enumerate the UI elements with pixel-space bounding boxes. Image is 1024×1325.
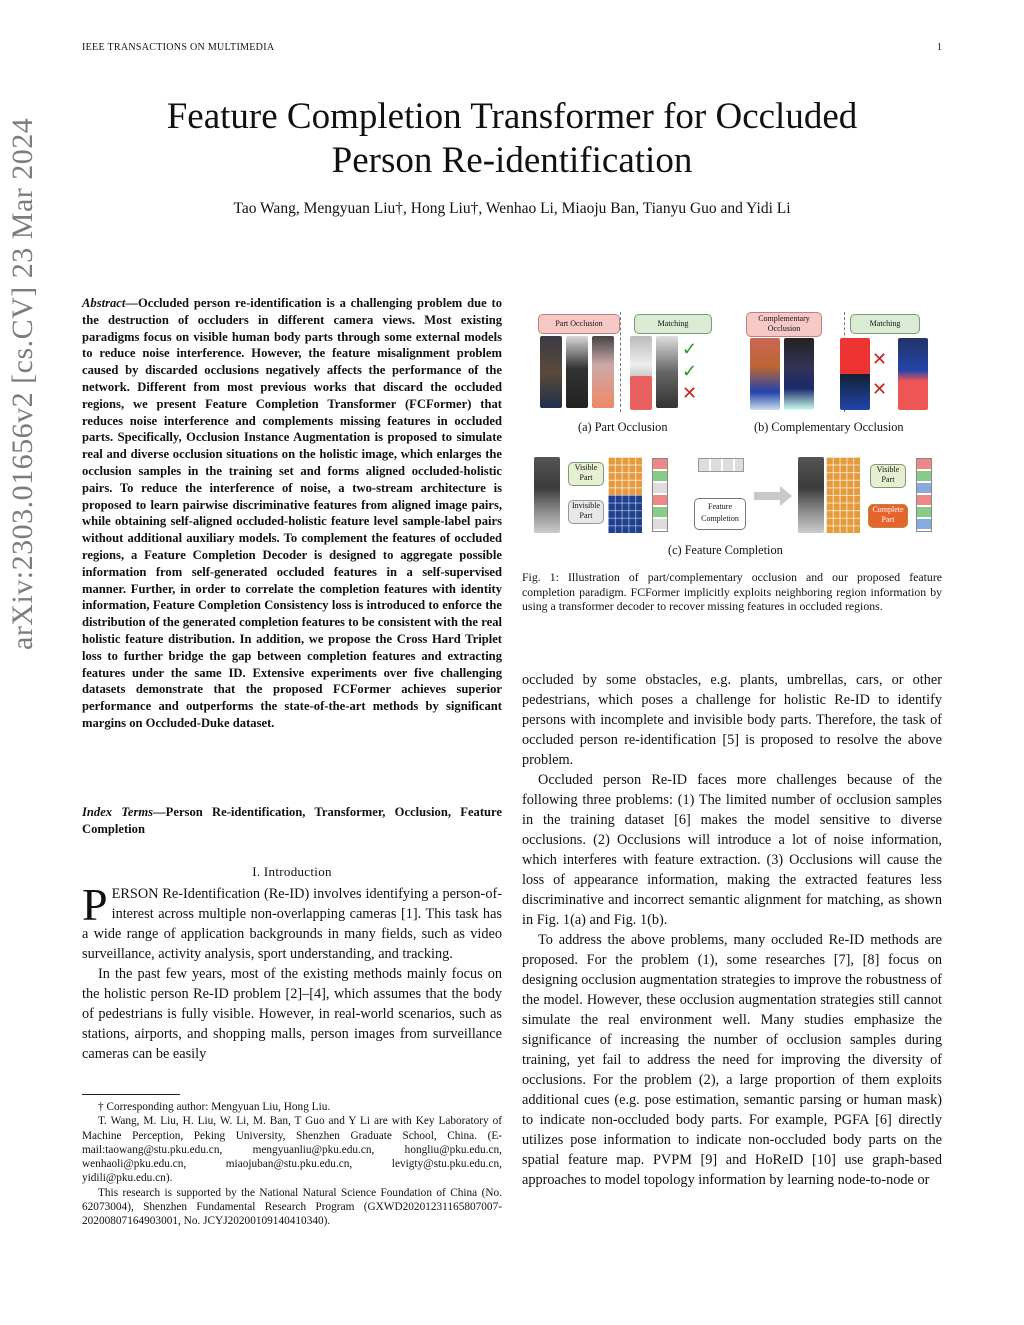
figure-caption: Fig. 1: Illustration of part/complementary occlusion and our proposed feature completion paradigm. FCFormer implicitly exploits neighboring region information by using a transformer decoder to recover missing features in occluded regions. (522, 570, 942, 614)
right-paragraph-1: occluded by some obstacles, e.g. plants, umbrellas, cars, or other pedestrians, which poses a challenge for holistic Re-ID to identify persons with incomplete and invisible body parts. Therefore, the task of occluded person re-identification [5] is proposed to resolve the above problem. (522, 672, 942, 768)
query-tokens (698, 458, 744, 472)
subcaption-c: (c) Feature Completion (668, 543, 783, 557)
intro-paragraph-1: ERSON Re-Identification (Re-ID) involves identifying a person-of-interest across multiple non-overlapping cameras [1]. This task has a wide range of application backgrounds in many fields, such as video surveillance, activity analysis, sport understanding, and tracking. (82, 886, 502, 962)
person-image (566, 336, 588, 408)
person-image (798, 457, 824, 533)
complementary-occlusion-label: Complementary Occlusion (746, 312, 822, 337)
complete-part-label: Complete Part (868, 504, 908, 528)
feature-grid-complete-top (826, 457, 860, 495)
visible-part-label-2: Visible Part (870, 464, 906, 488)
index-terms (82, 804, 502, 838)
right-paragraph-2: Occluded person Re-ID faces more challenges because of the following three problems: (1) The limited number of occlusion samples in the training dataset [6] makes the model sensitive to diverse occlusions. (2) Occlusions will introduce a lot of noise information, which interferes with feature extraction. (3) Occlusions will cause the loss of appearance information, making the extracted features less discriminative and incorrect semantic alignment for matching, as shown in Fig. 1(a) and Fig. 1(b). (522, 772, 942, 928)
cross-icon: ✕ ✕ (872, 349, 888, 399)
title-line-1: Feature Completion Transformer for Occluded (166, 96, 858, 137)
section-title: I. Introduction (252, 864, 332, 879)
feature-grid-visible (608, 457, 642, 495)
completed-tokens (916, 458, 932, 532)
feature-grid-complete-bottom (826, 495, 860, 533)
divider-a (620, 312, 621, 412)
occlusion-patch (630, 376, 652, 410)
journal-header: IEEE TRANSACTIONS ON MULTIMEDIA (82, 42, 275, 53)
visible-part-label: Visible Part (568, 462, 604, 486)
right-paragraph-3: To address the above problems, many occluded Re-ID methods are proposed. For the problem (1), some researches [7], [8] focus on designing occlusion augmentation strategies to improve the robustness of the model. However, these occlusion augmentation strategies still cannot simulate the real environment well. Many studies emphasize the significance of increasing the number of occlusion samples during training, yet fail to address the need for improving the diversity of occlusions. For the problem (2), a large proportion of them exploits additional cues (e.g. pose estimation, semantic parsing or human mask) to indicate non-occluded body parts. For example, PGFA [6] directly utilizes pose information to indicate non-occluded body parts on the spatial feature map. PVPM [9] and HoReID [10] use graph-based approaches to model topology information by learning node-to-node or (522, 932, 942, 1188)
figure-1 (522, 300, 942, 565)
person-image (540, 336, 562, 408)
intro-text (82, 879, 502, 1064)
subcaption-a: (a) Part Occlusion (578, 420, 668, 434)
dropcap: P (82, 879, 108, 930)
intro-paragraph-2: In the past few years, most of the existing methods mainly focus on the holistic person Re-ID problem [2]–[4], which assumes that the body of pedestrians is fully visible. However, in real-world scenarios, such as stations, airports, and shopping malls, person images from surveillance cameras can be easily (82, 966, 502, 1062)
abstract (82, 295, 502, 732)
matching-label-b: Matching (850, 314, 920, 334)
right-column-text (522, 670, 942, 1190)
person-image (534, 457, 560, 533)
abstract-label: Abstract (82, 296, 126, 310)
person-image (784, 338, 814, 410)
part-occlusion-label: Part Occlusion (538, 314, 620, 334)
invisible-part-label: Invisible Part (568, 500, 604, 524)
person-image (898, 338, 928, 410)
person-image (840, 338, 870, 410)
person-image (750, 338, 780, 410)
arxiv-stamp: arXiv:2303.01656v2 [cs.CV] 23 Mar 2024 (6, 117, 39, 650)
page-number: 1 (937, 42, 943, 53)
feature-tokens (652, 458, 668, 532)
paper-title (60, 95, 964, 183)
matching-label-a: Matching (634, 314, 712, 334)
index-terms-label: Index Terms (82, 805, 154, 819)
feature-grid-invisible (608, 495, 642, 533)
feature-completion-box: Feature Completion (694, 498, 746, 530)
person-image (592, 336, 614, 408)
index-terms-text: —Person Re-identification, Transformer, Occlusion, Feature Completion (82, 805, 502, 836)
arrow-shaft (754, 492, 782, 500)
title-line-2: Person Re-identification (331, 140, 693, 181)
footnote-3: This research is supported by the National Natural Science Foundation of China (No. 62073004), Shenzhen Fundamental Research Program (GXWD20201231165807007-20200807164903001, No. JCYJ20200109140410340). (82, 1186, 502, 1228)
footnotes (82, 1100, 502, 1229)
person-image (656, 336, 678, 408)
authors: Tao Wang, Mengyuan Liu†, Hong Liu†, Wenhao Li, Miaoju Ban, Tianyu Guo and Yidi Li (233, 200, 791, 217)
abstract-text: —Occluded person re-identification is a challenging problem due to the destruction of occluders in different camera views. Most existing paradigms focus on visible human body parts through some external models to reduce noise interference. However, the feature misalignment problem caused by discarded occlusions negatively affects the performance of the network. Different from most previous works that discard the occluded regions, we present Feature Completion Transformer (FCFormer) that reduces noise interference and complements missing features in occluded parts. Specifically, Occlusion Instance Augmentation is proposed to simulate real and diverse occlusion situations on the holistic image, which enlarges the occlusion samples in the training set and forms aligned occluded-holistic pairs. To reduce the interference of noise, a two-stream architecture is proposed to learn pairwise discriminative features from aligned image pairs, while obtaining self-aligned occluded-holistic feature level sample-label pairs without additional auxiliary models. To complement the features of occluded regions, a Feature Completion Decoder is designed to aggregate possible information from self-generated occluded features in a self-supervised manner. Further, in order to correlate the completion features with identity information, Feature Completion Consistency loss is introduced to enforce the distribution of the generated completion features to be consistent with the real holistic feature distribution. In addition, we propose the Cross Hard Triplet loss to further bridge the gap between completion features and extracting features under the same ID. Extensive experiments over five challenging datasets demonstrate that the proposed FCFormer achieves superior performance and outperforms the state-of-the-art methods by significant margins on Occluded-Duke dataset. (82, 296, 502, 730)
arrow-head-icon (780, 486, 792, 506)
footnote-divider (82, 1094, 180, 1095)
subcaption-b: (b) Complementary Occlusion (754, 420, 904, 434)
footnote-2: T. Wang, M. Liu, H. Liu, W. Li, M. Ban, T Guo and Y Li are with Key Laboratory of Machine Perception, Peking University, Shenzhen Graduate School, China. (E-mail:taowang@stu.pku.edu.cn, mengyuanliu@pku.edu.cn, hongliu@pku.edu.cn, wenhaoli@pku.edu.cn, miaojuban@stu.pku.edu.cn, levigty@stu.pku.edu.cn, yidili@pku.edu.cn). (82, 1115, 502, 1185)
check-icon: ✓ ✓ ✕ (682, 339, 698, 403)
footnote-1: † Corresponding author: Mengyuan Liu, Hong Liu. (98, 1101, 331, 1113)
